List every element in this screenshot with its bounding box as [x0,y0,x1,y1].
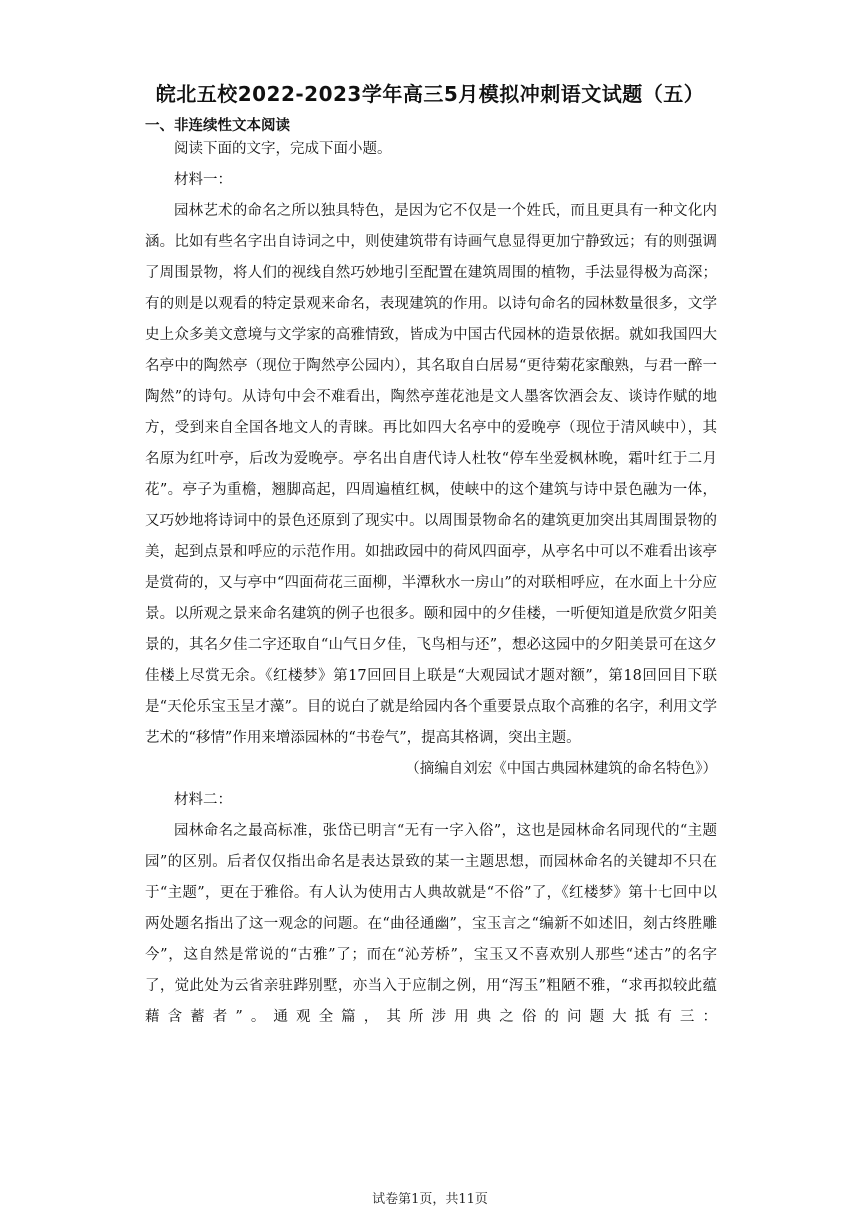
material1-label: 材料一： [174,172,232,188]
material1-source: （摘编自刘宏《中国古典园林建筑的命名特色》） [405,761,717,777]
material2-paragraph: 园林命名之最高标准，张岱已明言“无有一字入俗”，这也是园林命名同现代的“主题园”的区别。后者仅仅指出命名是表达景致的某一主题思想，而园林命名的关键却不只在于“主题”，更在于雅俗。有人认为使用古人典故就是“不俗”了，《红楼梦》第十七回中以两处题名指出了这一观念的问题。在“曲径通幽”，宝玉言之“编新不如述旧，刻古终胜雕今”，这自然是常说的“古雅”了；而在“沁芳桥”，宝玉又不喜欢别人那些“述古”的名字了，觉此处为云省亲驻跸别墅，亦当入于应制之例，用“泻玉”粗陋不雅，“求再拟较此蕴藉含蓄者”。通观全篇，其所涉用典之俗的问题大抵有三： [145,823,717,1025]
material1-paragraph: 园林艺术的命名之所以独具特色，是因为它不仅是一个姓氏，而且更具有一种文化内涵。比如有些名字出自诗词之中，则使建筑带有诗画气息显得更加宁静致远；有的则强调了周围景物，将人们的视线自然巧妙地引至配置在建筑周围的植物，手法显得极为高深；有的则是以观看的特定景观来命名，表现建筑的作用。以诗句命名的园林数量很多，文学史上众多美文意境与文学家的高雅情致，皆成为中国古代园林的造景依据。就如我国四大名亭中的陶然亭（现位于陶然亭公园内），其名取自白居易“更待菊花家酿熟，与君一醉一陶然”的诗句。从诗句中会不难看出，陶然亭莲花池是文人墨客饮酒会友、谈诗作赋的地方，受到来自全国各地文人的青睐。再比如四大名亭中的爱晚亭（现位于清风峡中），其名原为红叶亭，后改为爱晚亭。亭名出自唐代诗人杜牧“停车坐爱枫林晚，霜叶红于二月花”。亭子为重檐，翘脚高起，四周遍植红枫，使峡中的这个建筑与诗中景色融为一体，又巧妙地将诗词中的景色还原到了现实中。以周围景物命名的建筑更加突出其周围景物的美，起到点景和呼应的示范作用。如拙政园中的荷风四面亭，从亭名中可以不难看出该亭是赏荷的，又与亭中“四面荷花三面柳，半潭秋水一房山”的对联相呼应，在水面上十分应景。以所观之景来命名建筑的例子也很多。颐和园中的夕佳楼，一听便知道是欣赏夕阳美景的，其名夕佳二字还取自“山气日夕佳，飞鸟相与还”，想必这园中的夕阳美景可在这夕佳楼上尽赏无余。《红楼梦》第17回回目上联是“大观园试才题对额”，第18回回目下联是“天伦乐宝玉呈才藻”。目的说白了就是给园内各个重要景点取个高雅的名字，利用文学艺术的“移情”作用来增添园林的“书卷气”，提高其格调，突出主题。 [145,203,717,746]
instruction: 阅读下面的文字，完成下面小题。 [174,141,392,157]
document-body [145,134,717,1033]
material2-label: 材料二： [174,792,232,808]
page-footer: 试卷第1页，共11页 [372,1192,488,1207]
page-title: 皖北五校2022-2023学年高三5月模拟冲刺语文试题（五） [155,82,705,106]
section-heading: 一、非连续性文本阅读 [145,118,290,134]
